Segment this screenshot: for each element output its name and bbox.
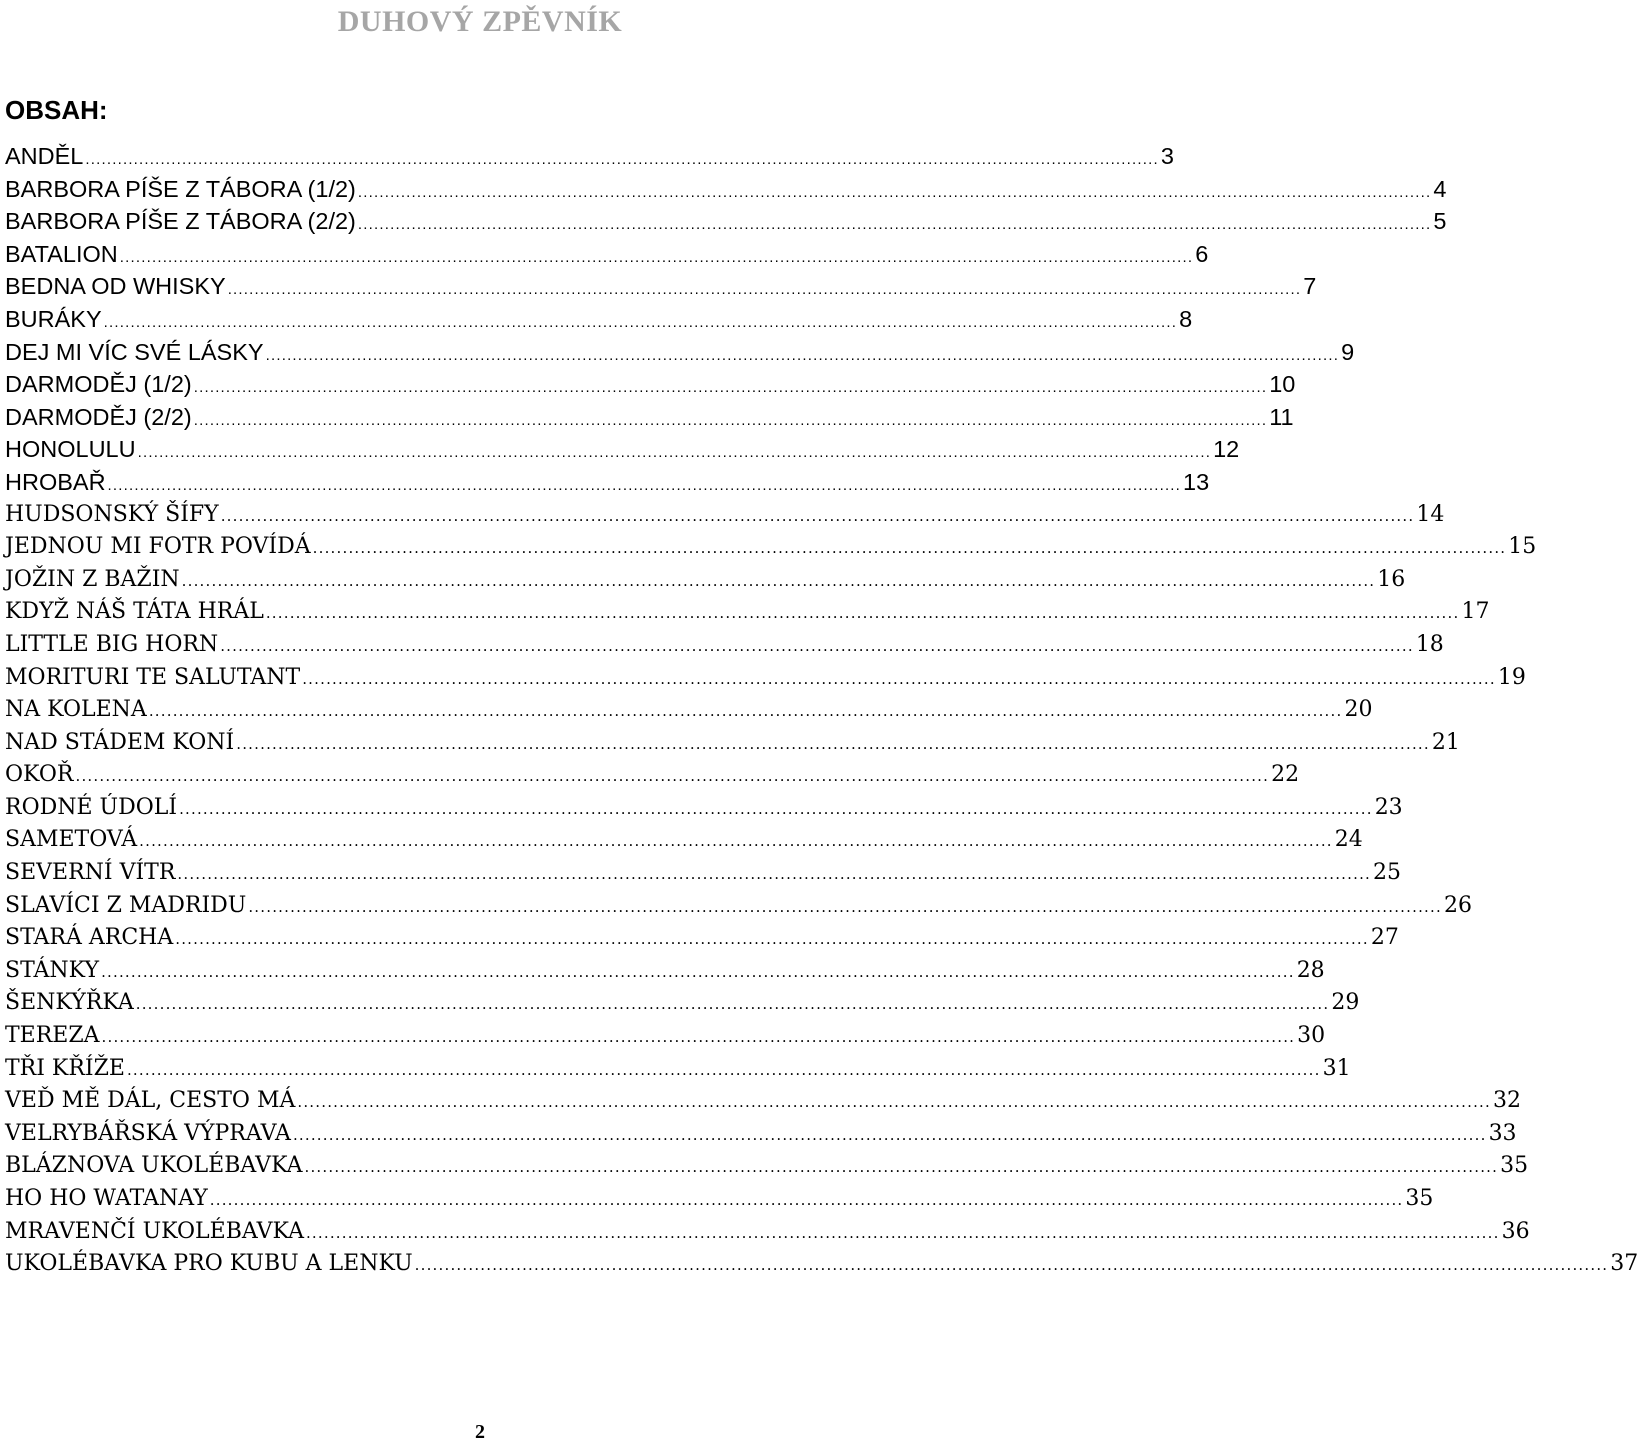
toc-entry-title: BATALION <box>5 240 118 267</box>
toc-entry-page: 18 <box>1415 631 1444 657</box>
toc-entry-title: NA KOLENA <box>5 697 147 723</box>
toc-entry-title: HO HO WATANAY <box>5 1186 208 1211</box>
toc-entry-title: MORITURI TE SALUTANT <box>5 664 301 690</box>
toc-leader-dots: ........................................................................................................................................................................................................ <box>181 571 1376 590</box>
toc-entry-page: 5 <box>1433 208 1447 235</box>
toc-entry[interactable] <box>5 792 1403 825</box>
toc-entry[interactable] <box>5 564 1406 597</box>
toc-entry-page: 25 <box>1373 860 1402 886</box>
toc-leader-dots: ........................................................................................................................................................................................................ <box>357 183 1432 201</box>
toc-entry[interactable] <box>5 499 1445 532</box>
toc-entry-page: 13 <box>1183 468 1210 495</box>
toc-entry-page: 33 <box>1488 1120 1517 1146</box>
toc-entry[interactable] <box>5 1183 1434 1216</box>
page-number: 2 <box>475 1421 485 1443</box>
toc-leader-dots: ........................................................................................................................................................................................................ <box>103 313 1178 331</box>
toc-leader-dots: ........................................................................................................................................................................................................ <box>227 281 1302 299</box>
toc-entry-page: 14 <box>1416 501 1445 527</box>
toc-leader-dots: ........................................................................................................................................................................................................ <box>357 216 1432 234</box>
toc-leader-dots: ........................................................................................................................................................................................................ <box>236 734 1430 753</box>
toc-leader-dots: ........................................................................................................................................................................................................ <box>85 151 1159 168</box>
document-title: DUHOVÝ ZPĚVNÍK <box>337 5 623 38</box>
toc-leader-dots: ........................................................................................................................................................................................................ <box>292 1125 1487 1144</box>
toc-entry[interactable] <box>5 1248 1638 1281</box>
toc-leader-dots: ........................................................................................................................................................................................................ <box>119 248 1194 266</box>
toc-entry[interactable] <box>5 1085 1521 1118</box>
toc-entry-title: LITTLE BIG HORN <box>5 631 219 657</box>
toc-entry[interactable] <box>5 857 1402 890</box>
toc-entry-page: 19 <box>1497 664 1526 690</box>
toc-leader-dots: ........................................................................................................................................................................................................ <box>302 669 1496 688</box>
toc-entry[interactable] <box>5 1118 1517 1151</box>
toc-entry-page: 24 <box>1334 827 1363 853</box>
toc-entry-title: VEĎ MĚ DÁL, CESTO MÁ <box>5 1088 296 1114</box>
toc-entry[interactable] <box>5 759 1300 792</box>
toc-entry-title: KDYŽ NÁŠ TÁTA HRÁL <box>5 599 264 625</box>
toc-entry-page: 10 <box>1269 371 1296 398</box>
toc-entry-title: SEVERNÍ VÍTR <box>5 860 176 886</box>
toc-entry-title: TŘI KŘÍŽE <box>5 1055 125 1081</box>
table-of-contents <box>5 140 1638 1281</box>
toc-entry[interactable] <box>5 173 1447 206</box>
toc-entry-title: VELRYBÁŘSKÁ VÝPRAVA <box>5 1120 291 1146</box>
toc-entry[interactable] <box>5 336 1355 369</box>
toc-leader-dots: ........................................................................................................................................................................................................ <box>265 604 1460 623</box>
toc-entry-title: BARBORA PÍŠE Z TÁBORA (1/2) <box>5 175 356 202</box>
toc-entry-page: 20 <box>1344 697 1373 723</box>
toc-entry-page: 35 <box>1500 1153 1529 1179</box>
toc-leader-dots: ........................................................................................................................................................................................................ <box>297 1093 1491 1112</box>
toc-entry-title: HUDSONSKÝ ŠÍFY <box>5 501 219 527</box>
toc-entry[interactable] <box>5 303 1193 336</box>
toc-leader-dots: ........................................................................................................................................................................................................ <box>414 1256 1609 1275</box>
toc-entry[interactable] <box>5 368 1296 401</box>
toc-entry-title: BLÁZNOVA UKOLÉBAVKA <box>5 1153 303 1179</box>
toc-entry-page: 6 <box>1195 240 1209 267</box>
toc-entry[interactable] <box>5 1150 1529 1183</box>
toc-entry[interactable] <box>5 955 1325 988</box>
toc-leader-dots: ........................................................................................................................................................................................................ <box>175 930 1369 949</box>
toc-entry-page: 3 <box>1160 143 1174 169</box>
toc-entry-title: ANDĚL <box>5 143 84 169</box>
toc-entry-page: 26 <box>1443 892 1472 918</box>
toc-entry[interactable] <box>5 466 1210 499</box>
toc-leader-dots: ........................................................................................................................................................................................................ <box>304 1158 1499 1177</box>
toc-entry-title: JEDNOU MI FOTR POVÍDÁ <box>5 534 311 560</box>
toc-leader-dots: ........................................................................................................................................................................................................ <box>107 476 1182 494</box>
toc-entry-page: 16 <box>1377 566 1406 592</box>
toc-entry-title: STARÁ ARCHA <box>5 925 174 951</box>
toc-entry[interactable] <box>5 238 1209 271</box>
toc-entry[interactable] <box>5 987 1360 1020</box>
toc-entry[interactable] <box>5 890 1472 923</box>
toc-entry-page: 4 <box>1433 175 1447 202</box>
toc-entry[interactable] <box>5 531 1537 564</box>
toc-entry-title: DEJ MI VÍC SVÉ LÁSKY <box>5 338 264 365</box>
toc-leader-dots: ........................................................................................................................................................................................................ <box>126 1060 1321 1079</box>
toc-entry[interactable] <box>5 270 1317 303</box>
toc-leader-dots: ........................................................................................................................................................................................................ <box>148 702 1343 721</box>
toc-entry-title: OKOŘ <box>5 762 74 788</box>
toc-leader-dots: ........................................................................................................................................................................................................ <box>137 444 1212 462</box>
toc-leader-dots: ........................................................................................................................................................................................................ <box>220 506 1415 525</box>
toc-entry-title: BURÁKY <box>5 305 102 332</box>
toc-entry[interactable] <box>5 1216 1530 1249</box>
toc-entry-page: 12 <box>1213 436 1240 463</box>
toc-entry-title: MRAVENČÍ UKOLÉBAVKA <box>5 1218 304 1244</box>
toc-entry-page: 15 <box>1508 534 1537 560</box>
toc-entry[interactable] <box>5 694 1373 727</box>
toc-entry[interactable] <box>5 824 1363 857</box>
toc-entry[interactable] <box>5 629 1444 662</box>
toc-entry-page: 35 <box>1405 1186 1434 1211</box>
toc-entry[interactable] <box>5 401 1294 434</box>
toc-heading: OBSAH: <box>5 95 108 125</box>
toc-entry-page: 9 <box>1341 338 1355 365</box>
toc-entry[interactable] <box>5 140 1174 173</box>
toc-entry-page: 27 <box>1370 925 1399 951</box>
toc-entry[interactable] <box>5 727 1460 760</box>
toc-entry-page: 17 <box>1461 599 1490 625</box>
toc-entry-page: 29 <box>1331 990 1360 1016</box>
toc-entry-title: STÁNKY <box>5 957 100 983</box>
toc-entry-title: BEDNA OD WHISKY <box>5 273 226 300</box>
toc-entry-title: SLAVÍCI Z MADRIDU <box>5 892 247 918</box>
toc-entry-title: NAD STÁDEM KONÍ <box>5 729 235 755</box>
toc-entry-title: JOŽIN Z BAŽIN <box>5 566 180 592</box>
toc-entry-page: 23 <box>1374 794 1403 820</box>
toc-entry[interactable] <box>5 922 1399 955</box>
toc-leader-dots: ........................................................................................................................................................................................................ <box>135 995 1330 1014</box>
toc-leader-dots: ........................................................................................................................................................................................................ <box>312 539 1507 558</box>
toc-entry-page: 31 <box>1322 1055 1351 1081</box>
toc-entry-title: HROBAŘ <box>5 468 106 495</box>
toc-entry-title: BARBORA PÍŠE Z TÁBORA (2/2) <box>5 208 356 235</box>
toc-leader-dots: ........................................................................................................................................................................................................ <box>265 346 1340 364</box>
toc-entry[interactable] <box>5 1053 1351 1086</box>
toc-entry-page: 36 <box>1501 1218 1530 1244</box>
toc-leader-dots: ........................................................................................................................................................................................................ <box>177 865 1372 884</box>
toc-entry-title: ŠENKÝŘKA <box>5 990 134 1016</box>
toc-entry[interactable] <box>5 433 1240 466</box>
toc-entry-page: 7 <box>1303 273 1317 300</box>
toc-entry-title: DARMODĚJ (2/2) <box>5 403 192 430</box>
toc-leader-dots: ........................................................................................................................................................................................................ <box>75 767 1270 786</box>
toc-entry-page: 37 <box>1610 1251 1638 1277</box>
toc-leader-dots: ........................................................................................................................................................................................................ <box>139 832 1333 851</box>
toc-leader-dots: ........................................................................................................................................................................................................ <box>305 1223 1500 1242</box>
toc-entry-page: 30 <box>1297 1023 1326 1049</box>
toc-leader-dots: ........................................................................................................................................................................................................ <box>179 799 1373 818</box>
toc-leader-dots: ........................................................................................................................................................................................................ <box>101 962 1295 981</box>
toc-leader-dots: ........................................................................................................................................................................................................ <box>220 636 1414 655</box>
toc-entry-page: 11 <box>1269 403 1294 430</box>
toc-entry-title: SAMETOVÁ <box>5 827 138 853</box>
toc-leader-dots: ........................................................................................................................................................................................................ <box>193 379 1268 397</box>
toc-entry[interactable] <box>5 662 1526 695</box>
toc-entry-page: 8 <box>1179 305 1193 332</box>
toc-entry[interactable] <box>5 205 1447 238</box>
toc-entry-page: 21 <box>1431 729 1460 755</box>
toc-entry-title: RODNÉ ÚDOLÍ <box>5 794 178 820</box>
toc-entry-title: UKOLÉBAVKA PRO KUBU A LENKU <box>5 1251 413 1277</box>
toc-entry[interactable] <box>5 596 1490 629</box>
toc-entry-title: HONOLULU <box>5 436 136 463</box>
toc-leader-dots: ........................................................................................................................................................................................................ <box>248 897 1442 916</box>
toc-entry-page: 32 <box>1493 1088 1521 1114</box>
toc-entry-title: DARMODĚJ (1/2) <box>5 371 192 398</box>
toc-leader-dots: ........................................................................................................................................................................................................ <box>101 1028 1296 1047</box>
toc-entry-page: 28 <box>1296 957 1325 983</box>
toc-entry-title: TEREZA <box>5 1023 100 1049</box>
toc-leader-dots: ........................................................................................................................................................................................................ <box>209 1191 1404 1209</box>
toc-leader-dots: ........................................................................................................................................................................................................ <box>193 411 1268 429</box>
toc-entry-page: 22 <box>1271 762 1300 788</box>
toc-entry[interactable] <box>5 1020 1326 1053</box>
